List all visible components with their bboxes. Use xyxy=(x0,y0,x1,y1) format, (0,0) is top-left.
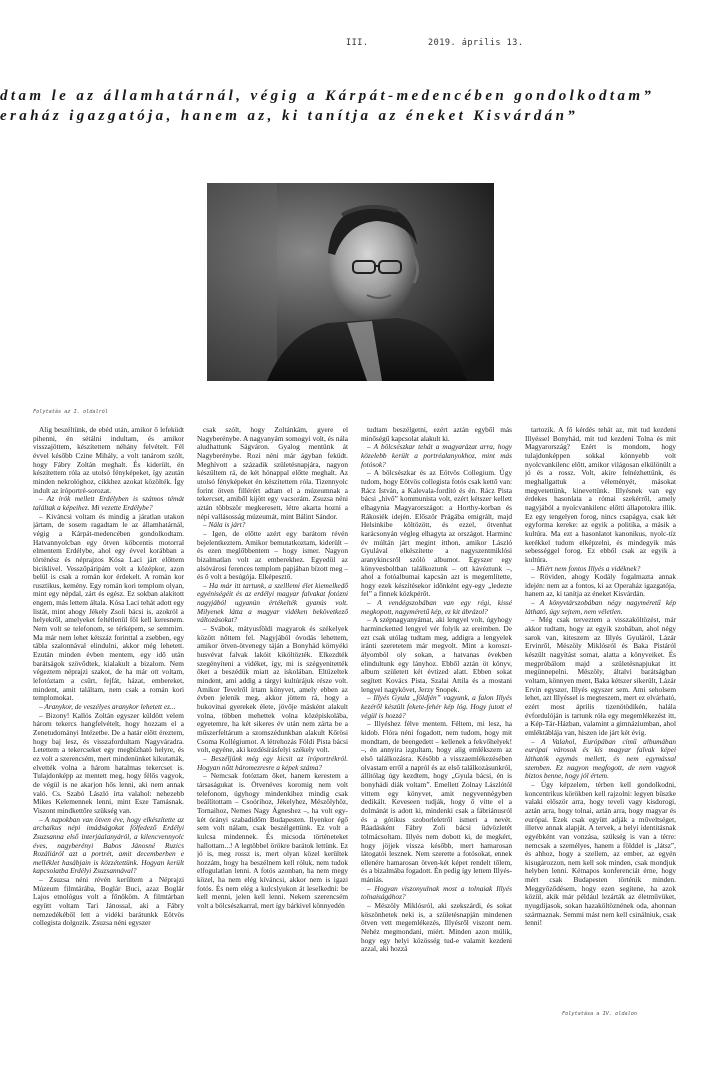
article-column-4 xyxy=(525,426,676,1008)
paragraph: – Igen, de előtte azért egy barátom révén bejelentkeztem. Amikor bemutatkoztam, kiderült – és ezen meglőbbentem – hogy ismer. Nagyon bizalmatlan volt az emberekhez. Egyedül az alsóvárosi ferences templom papjában bízott meg – és ő volt a besúgója. Elképesztő. xyxy=(197,528,348,582)
paragraph: – Nemcsak fotóztam őket, hanem kerestem a társaságukat is. Ötvenéves koromig nem volt telefonom, úgyhogy mindenkihez mindig csak beállítottam – Csoórihoz, Jékelyhez, Mészölyhöz, Tornaihoz, Nemes Nagy Ágneshez –, ha volt egy-két órányi szabadidőm Budapesten. Ilyenkor égő sem volt nálam, csak beszélgettünk. Ez volt a kulcsa mindennek. És micsoda történeteket hallottam...! A legtöbbel örökre barátok lettünk. Ez jó is, meg rossz is, mert olyan közel kerültek hozzám, hogy ha beszélnem kell róluk, nem tudok elfogulatlan lenni. A fotós azonban, ha nem megy közel, ha nem elég kíváncsi, akkor nem is igazi fotós. És nem elég a kulcslyukon át leselkedni: be kell menni, jelen kell lenni. Nekem szerencsém volt a bölcsészkarral, mert így bárkivel könnyedén xyxy=(197,771,348,911)
paragraph: tudtam beszélgetni, ezért aztán egyből más minőségű kapcsolat alakult ki. xyxy=(361,426,512,443)
continued-to-note: Folytatása a IV. oldalon xyxy=(562,1011,637,1017)
pull-quote-line-2: eraház igazgatója, hanem az, ki tanítja az éneket Kisvárdán” xyxy=(0,108,579,124)
interview-question: – Aranykor, de veszélyes aranykor lehetett ez... xyxy=(39,702,176,711)
interview-question: – Ha már itt tartunk, a szelllemi élet kiemelkedő egyéniségéit és az erdélyi magyar falvakat fotózni nagyjából ugyanún értékelték gyanús volt. Milyenek látta a magyar vidéken bekövetkező változásokat? xyxy=(197,580,348,625)
paragraph: csak szólt, hogy Zoltánkám, gyere el Nagyberénybe. A nagyanyám somogyi volt, és nála aludhattunk Ságváron. Gyalog mentünk át Nagyberénybe. Rozi néni már ágyban feküdt. Meghívott a századik születésnapjára, nagyon készültem rá, de két hónappal előtte meghalt. Az utolsó fényképeket én készítettem róla. Tizennyolc forint ötven fillérért adtam el a múzeumnak a tekercset, amiből kijött egy vacsorám. Zsuzsa néni aztán többször megkeresett, létre akarta hozni a népi vallásosság múzeumát, mint Bálint Sándor. xyxy=(197,426,348,521)
interview-question: – Hogyan viszonyulnak most a tolnaiak Illyés tolnaiságához? xyxy=(361,883,512,902)
article-column-2 xyxy=(197,426,348,1038)
paragraph: – Úgy képzelem, térben kell gondolkodni, koncentrikus körökben kell rajzolni: legyen büszke valaki először arra, hogy teveli vagy kisdorogi, aztán arra, hogy tolnai, aztán arra, hogy magyar és európai. Ezek csak együtt adják a műveltséget, illetve annak alapját. A tervek, a helyi identitásnak egyébként van vonzása, szükség is van a térre: nemcsak a személyes, hanem a földdel is „látsz”, és ahhoz, hogy a szellem, az ember, az egyén kisugározzon, nem kell sok minden, csak mondjuk helyben lenni. Kétnapos konferenciát érne, hogy mért csak Budapesten történik minden. Meggyőződésem, hogy ezen segítene, ha azok közül, akik már például lezárták az életművüket, nyugdíjasok, sokan hazaköltöznének oda, ahonnan származnak. Semmi mást nem kell csinálniuk, csak lenni! xyxy=(525,779,676,928)
paragraph: – A bölcsészkar és az Eötvös Collegium. Úgy tudom, hogy Eötvös collegista fotós csak kettő van: Rácz István, a Kalevala-fordító és én. Rácz Pista bácsi „hívő” kommunista volt, ezért kétszer kellett elhagynia Magyarországot: a Horthy-korban és Rákosiék idején. Először Prágába emigrált, majd Helsinkibe költözött, és ezzel, ötvenhat karácsonyán végleg elhagyta az országot. Harminc év múltán járt megint itthon, amikor László Gyulával elkészítette a nagyszentmiklósi aranykincsről szóló albumot. Egyszer egy könyvesboltban találkoztunk – ott kávéztunk –, ahol a fotóalbumai kapcsán azt is megemlítette, hogy ezek készítésekor időnként egy-egy „ledezte fel” a finnek közkpérőt. xyxy=(361,468,512,599)
page-header xyxy=(0,38,720,52)
interview-question: – A vendégszobában van egy régi, kissé megkopott, nagyméretű kép, ez kit ábrázol? xyxy=(361,598,512,616)
interview-question: – Nála is járt? xyxy=(203,520,246,530)
interview-question: – Illyés Gyula „földjén” vagyunk, a falon Illyés kezéről készült fekete-fehér kép lóg. Hogy jutott el végül is hozzá? xyxy=(361,693,512,720)
continued-from-note: Folytatás az I. oldalról xyxy=(33,409,108,415)
interview-question: – Beszéljünk még egy kicsit az íróportrékról. Hogyan nőtt háromezresre a képek száma? xyxy=(197,753,348,772)
paragraph: – Mészöly Miklósról, aki szekszárdi, és sokat köszönhetek neki is, a születésnapján mindenen ötven vett megemlékezés, Illyésről viszont nem. Nehéz megmondani, miért. Minden azon múlik, hogy egy helyi közösség tud-e valamit kezdeni azzal, aki hozzá xyxy=(361,901,512,954)
paragraph: – Zsuzsa néni révén kerültem a Néprajzi Múzeum filmtárába, Boglár Buci, azaz Boglár Lajos etnológus volt a főnököm. A filmtárban együtt voltam Tari Jánossal, aki a Fábry nemzedékéből lett a vidéki barátunkk Eötvös collegista dolgozik. Zsuzsa néni egyszer xyxy=(33,875,184,928)
article-column-3 xyxy=(361,426,512,1038)
section-number: III. xyxy=(346,38,369,48)
paragraph: Alig beszéltünk, de ebéd után, amikor ő lefeküdt pihenni, én sétálni indultam, és amikor visszajöttem, készítettem néhány felvételt. Fél évvel később Czine Mihály, a volt tanárom szólt, hogy Fábry Zoltán meghalt. És kiderült, én készítettem róla az utolsó fényképeket, így azután minden nekrológhoz, cikkhez azokat közölték. Így indult az íróportré-sorozat. xyxy=(33,426,184,495)
paragraph: – Még csak terveztem a visszaköltözést, már akkor tudtam, hogy az egyik szobában, ahol négy sarok van, kiteszem az Illyés Gyuláról, Lázár Ervinről, Mészöly Miklósról és Baka Pistáról készült nagyítást somat, alatta a könyveiket. És megpróbálom majd a születésnapjukat itt megünnepelni. Mészöly, általvi barátságban voltam, könnyen ment, Baka kétszer sikerült, Lázár Ervin egyszer, Illyés egyszer sem. Ami seholsem lehet, azt Illyéssel is megteszem, mert ez elvárható, ezért most április tizenötödikén, halála évfordulóján is tartunk róla egy megemlékezést itt, a Kép-Tár-Házban, valamint a gimnáziumban, ahol emléktáblája van, hiszen ide járt két évig. xyxy=(525,615,676,737)
paragraph: – Illyéshez félve mentem. Féltem, mi lesz, ha kidob. Flóra néni fogadott, nem tudom, hogy mit mondtam, de beengedett – kellenek a fekvőhelyek! –, én annyira izgultam, hogy alig emlékszem az első találkozásra. Később a visszaemlékezésében olvastam erről a napról és az első találkozásunkról, állítólag úgy kezdtem, hogy „Gyula bácsi, én is bonyhádi diák voltam”. Emellett Zolnay Lászlótól vittem egy könyvet, amit negyvennégyben dedikált. Keveseen tudják, hogy ő vitte el a dolmánát is adott ki, mindenki csak a fábriánusról és a gótikus szoborleletről ismeri a nevét. Ráadásként Fábry Zoli bácsi üdvözletét tolmácsoltam. Illyés nem dobott ki, de megkért, hogy jöjjek vissza később, mert hamarosan látogatói lesznek. Nem szerette a fotósokat, ennek ellenére hamarosan ötven-két képet rendelt tőlem, és a bizalmába fogadott. Én pedig így lettem Illyés-mániás. xyxy=(361,719,512,885)
paragraph: – A szépnagyanyámat, aki lengyel volt, úgyhogy harmincketted lengyel vér folyik az ereimben. De ezt csak utólag tudtam meg, addigra a lengyelek iránti szeretetem már megvolt. Mint a korosztályomból oly sokan, a hatvanas években elindultunk egy lányhoz. Ebből aztán öt könyv, album született két évtized alatt. Ebben sokat segített Kovács Pista, Szalai Attila és a mostani lengyel nagykövet, Jerzy Snopek. xyxy=(361,615,512,694)
pull-quote-line-1: dtam le az államhatárnál, végig a Kárpát-medencében gondolkodtam” xyxy=(0,88,655,104)
interview-question: – A napokban van ötven éve, hogy elkészítette az archaikus népi imádságokat fölfedező Erdélyi Zsuzsanna első interjúalanyáról, a kilencvennyolc éves, nagyberényi Babos Jánosné Ruzics Rozáliáról azt a portrét, amit decemberben e melléklet hasábjain is közzétettünk. Hogyan került kapcsolatba Erdélyi Zsuzsannával? xyxy=(33,814,184,876)
interview-question: – A bölcsészkar tehát a magyarázat arra, hogy közelebb került a portréalanyokhoz, mint más fotósok? xyxy=(361,442,512,469)
portrait-photo-image xyxy=(207,183,494,381)
paragraph: – Svábok, mátyusföldi magyarok és székelyek között nőttem fel. Nagyjából óvodás lehettem, amikor ötven-ötvenegy táján a Bonyhád környéki husvévat falvak lakóit kiköltözték. Elkezdték szegényíteni a vidéket, így, mi is szégyenitették őket a beszédük miatt az iskolában. Eltüzeltek mindent, ami addig a tárgyi kultúrájuk része volt. Amikor Tevelről írtam könyvet, amely ebben az évben jelenik meg, akkor jöttem rá, hogy a bukovinai gyerekek élete, jövője másként alakult volna, többen mehettek volna középiskolába, egyetemre, ha két sikeres év után nem zárta be a műszerfeltárum a szomszédunkban alakult Kőrösi Csoma Kollégiumot. A létrehozás Földi Pista bácsi volt, egyéne, aki kezdésírásfelyi székely volt. xyxy=(197,624,348,755)
interview-question: – Az írók mellett Erdélyben is számos témát találtak a képeihez. Mi vezette Erdélybe? xyxy=(33,494,184,512)
interview-question: – A Valahol, Európában című albumában európai városok és kis magyar falvak képei láthatók egymás mellett, és nem egymással szemben. Ez nagyon megfogott, de nem vagyok biztos benne, hogy jól értem. xyxy=(525,736,676,781)
portrait-photo xyxy=(207,183,494,381)
article-column-1 xyxy=(33,426,184,1038)
issue-date: 2019. április 13. xyxy=(428,38,524,48)
paragraph: tartozik. A fő kérdés tehát az, mit tud kezdeni Illyéssel Bonyhád, mit tud kezdeni Tolna és mit Magyarország? Ezért is mondom, hogy tulajdonképpen sokkal könnyebb volt nyolcvankilenc előtt, amikor világosan elkülönült a jó és a rossz. Volt, akire felnézhettünk, és meghallgattuk a véleményét, másokat megvetettünk, kinevettünk. Illyésnek van egy érdekes hasonlata a római szekérről, amely nagyjából a nyolcvankilenc előtti állapotokra illik. Ez egy tengelyen forog, nincs csapágya, csak két egyforma kereke: az egyik a politika, a másik a kultúra. Ma ezt a hasonlatot kanonikus, nyolc-tíz kerékkel tudom elképzelni, és mindegyik más sebességgel forog. Ez ebből csak az egyik a kultúra. xyxy=(525,426,676,564)
interview-question: – A könyvtárszobában négy nagyméretű kép látható, úgy sejtem, nem véletlen. xyxy=(525,598,676,616)
paragraph: – Bizony! Kallós Zoltán egyszer küldött velem három tekercs hangfelvételt, hogy hozzam el a Zenetudományi Intézetbe. De a határ előtt éreztem, hogy baj lesz, és visszafordultam Nagyváradra. Letettem a tekercseket egy megbízható helyre, és ez volt a szerencsém, mert mindenünket kikutatták, elvették volna a három hatalmas tekercset is. Tulajdonképp az mentett meg, hogy félős vagyok, de végül is ne akarjon hős lenni, aki nem annak való. Cs. Szabó László írta valahol: nehezebb Mikes Kelemennek lenni, mint Esze Tamásnak. Viszont mindkettőre szükség van. xyxy=(33,710,184,815)
paragraph: – Röviden, ahogy Kodály fogalmazta annak idején: nem az a fontos, ki az Operaház igazgatója, hanem az, ki tanítja az éneket Kisvárdán. xyxy=(525,572,676,599)
interview-question: – Miért nem fontos Illyés a vidéknek? xyxy=(531,563,641,573)
paragraph: – Kiváncsi voltam és mindig a járatlan utakon jártam, de sosem ragadtam le az államhatárnál, végig a Kárpát-medencében gondolkodtam. Hatvannyolcban egy ötven köbcentis motorral elmentem Erdélybe, ahol egy évvel korábban a történész és néprajzos Kósa Laci járt előttem biciklivel. Vesszőpáripám volt a középkor, azon belül is csak a román kor érdekelt. A román kor rusztikus, kemény. Egy román kori templom olyan, mint egy népdal, zárt és egész. Ez sokban alakított engem, más lettem általa. Kósa Laci tehát adott egy listát, mint ahogy Jékely Zsoli bácsi is, azokról a helyekről, amelyeket feltétlenül föl kell keresnem. Nem volt se telefonom, se térképem, se semmim. Ma már nem lehet kétszáz forinttal a zsebben, egy tábla szalonnával elindulni, akkor még lehetett. Ezután minden évben mentem, egy idő után barátságok szövődtek, kialakult a bizalom. Nem végeztem néprajzi szakot, de ha már ott voltam, lefotóztam a csűrt, fejfát, házat, embereket, mindent, amit találtam, nem csak a román kori templomokat. xyxy=(33,511,184,703)
